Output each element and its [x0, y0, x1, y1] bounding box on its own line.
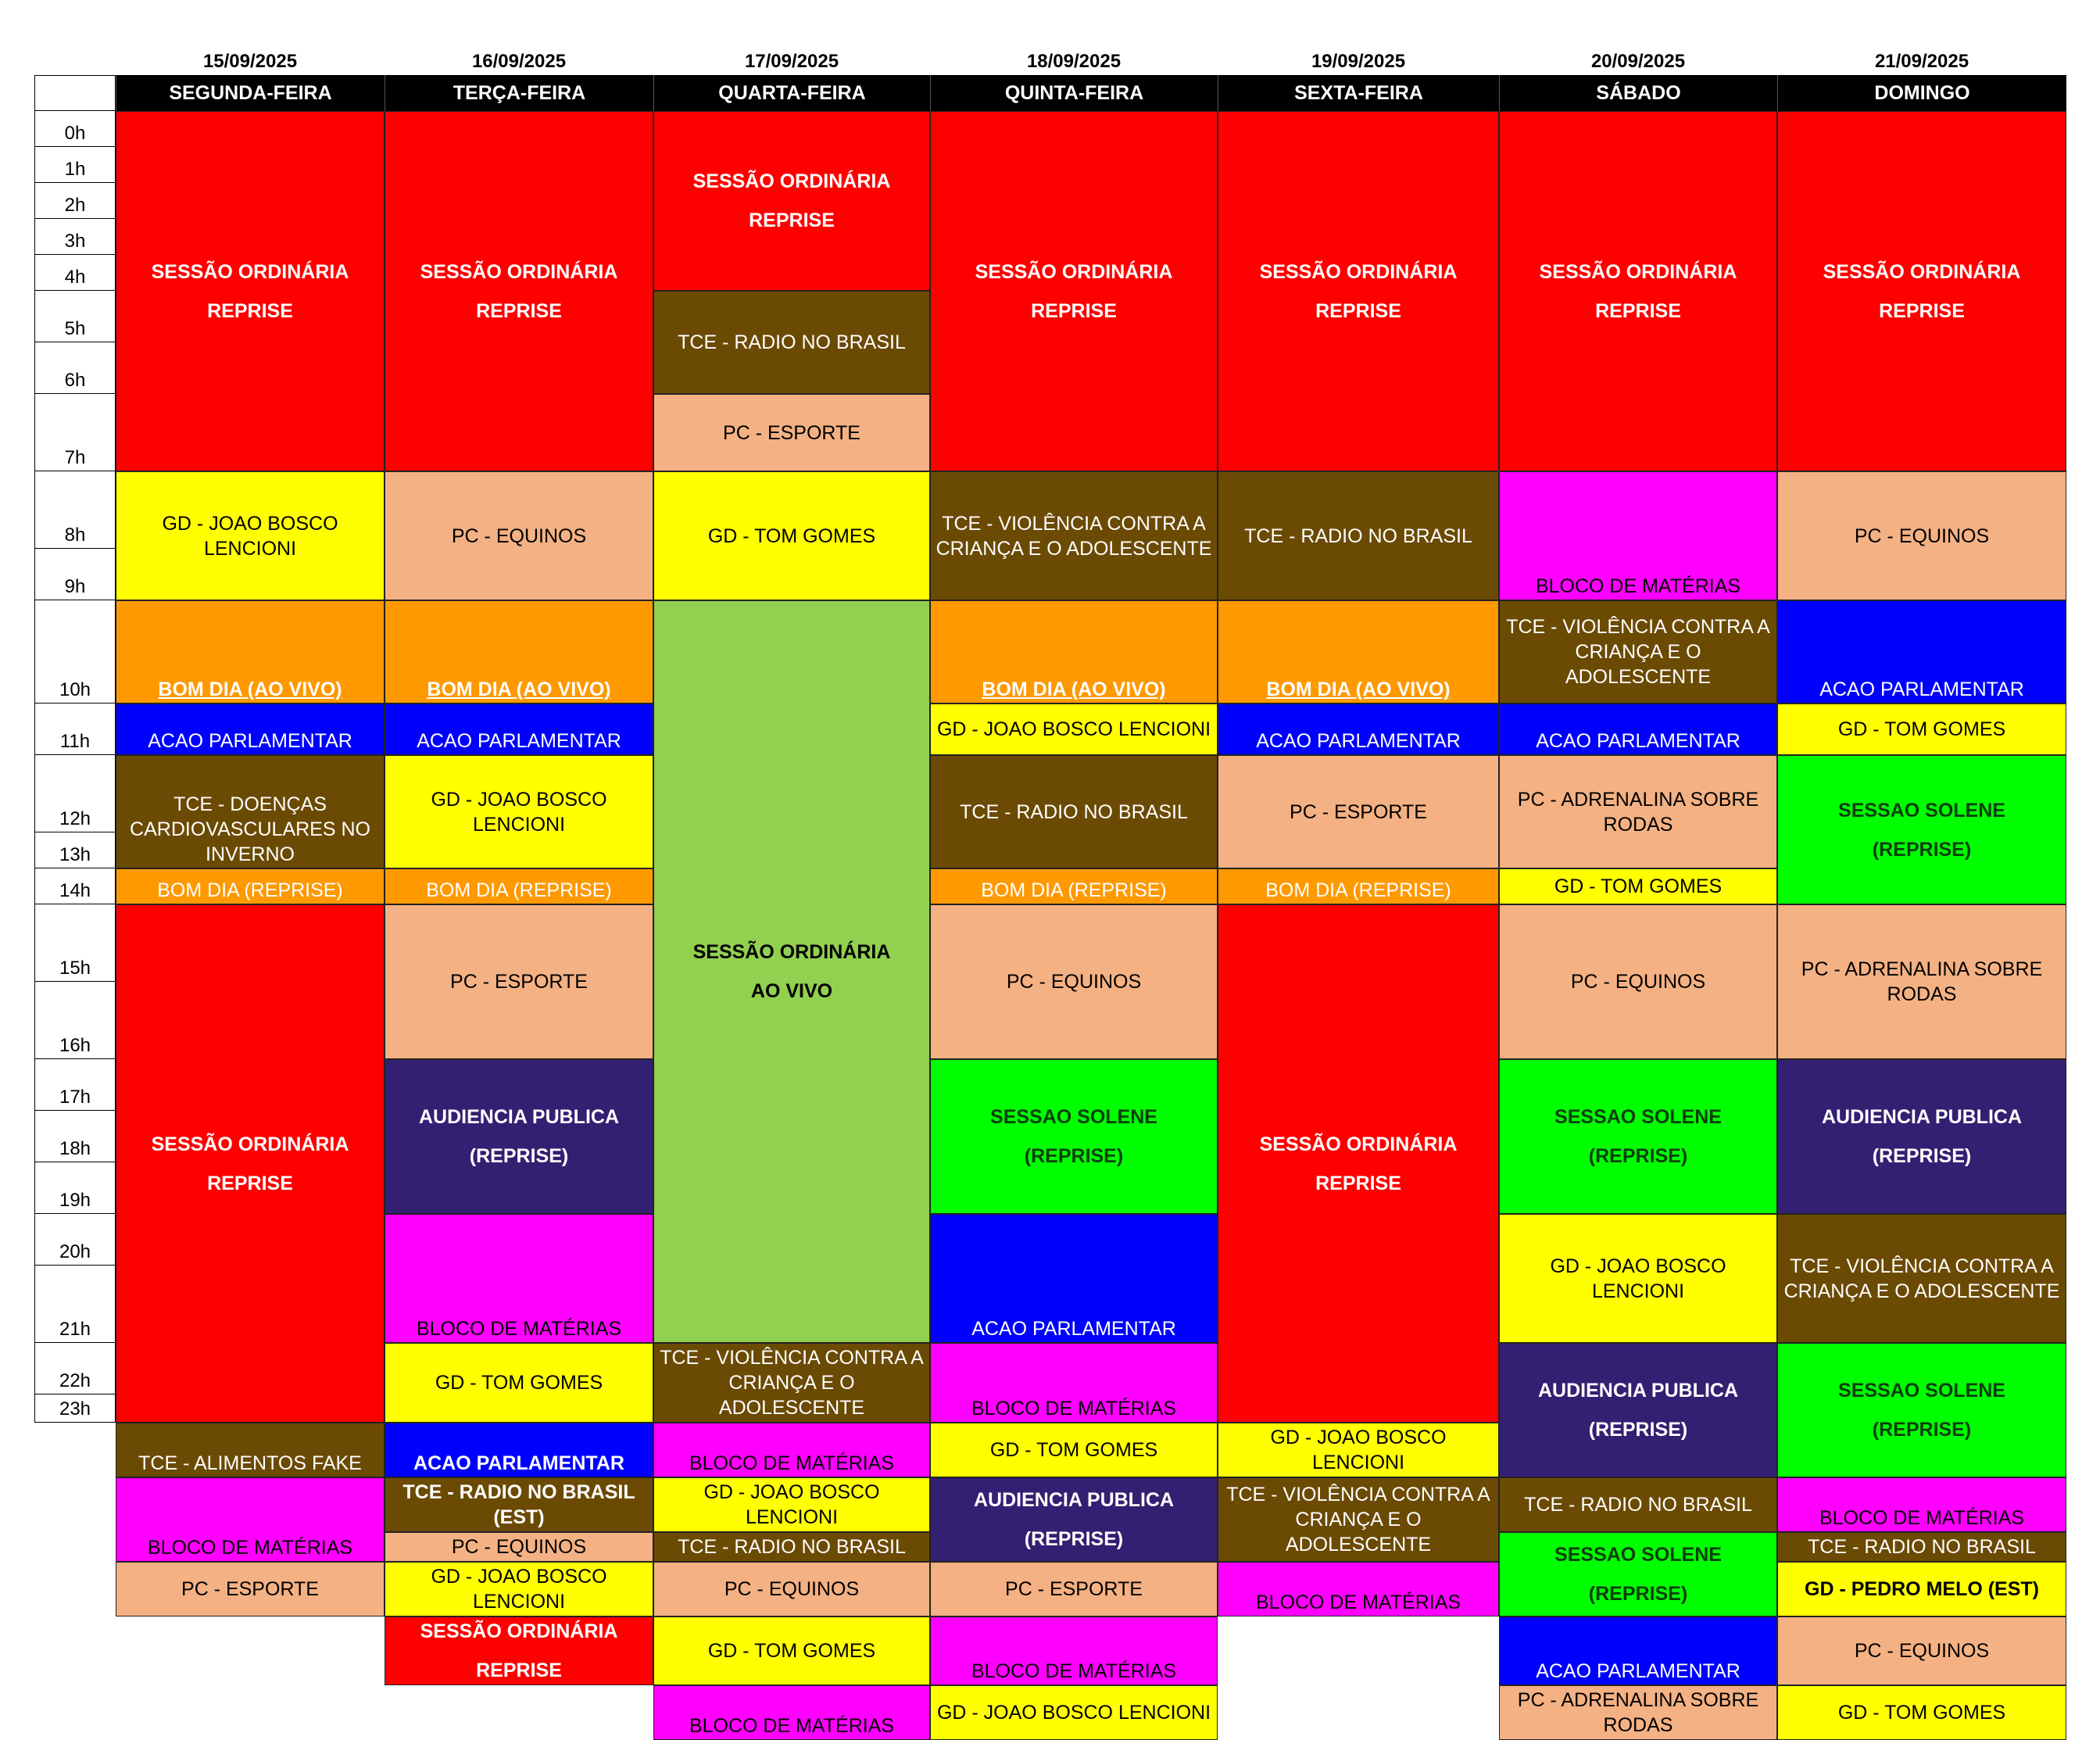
- program-block: [1218, 111, 1499, 471]
- program-block: [653, 1343, 930, 1423]
- program-title-line: SESSÃO ORDINÁRIA: [1259, 260, 1458, 283]
- program-title: BLOCO DE MATÉRIAS: [689, 1715, 895, 1737]
- hour-label: 9h: [34, 549, 116, 600]
- program-title: ACAO PARLAMENTAR: [148, 730, 352, 752]
- program-block: [116, 1562, 385, 1616]
- program-title: BLOCO DE MATÉRIAS: [1255, 1591, 1461, 1613]
- program-title-line: (REPRISE): [1024, 1145, 1124, 1167]
- program-block: [1218, 868, 1499, 904]
- program-title: GD - JOAO BOSCO LENCIONI: [936, 1702, 1211, 1724]
- program-block: [930, 868, 1218, 904]
- program-block: [1499, 111, 1777, 471]
- program-block: [385, 1423, 653, 1477]
- program-block: [653, 291, 930, 394]
- program-title: BLOCO DE MATÉRIAS: [971, 1660, 1177, 1682]
- program-title: GD - JOAO BOSCO LENCIONI: [162, 512, 338, 560]
- hour-label: 19h: [34, 1162, 116, 1214]
- program-block: [1218, 1562, 1499, 1616]
- program-title: GD - TOM GOMES: [707, 525, 876, 547]
- hour-label: 0h: [34, 111, 116, 147]
- program-title: ACAO PARLAMENTAR: [413, 1452, 624, 1474]
- program-title-line: SESSÃO ORDINÁRIA: [692, 170, 891, 192]
- program-title: BOM DIA (REPRISE): [426, 879, 612, 901]
- program-block: [930, 1059, 1218, 1214]
- program-block: [1499, 1477, 1777, 1532]
- program-title-line: SESSAO SOLENE: [1554, 1106, 1722, 1128]
- program-block: [116, 868, 385, 904]
- program-block: [1777, 1616, 2066, 1685]
- program-title: GD - TOM GOMES: [1554, 875, 1723, 897]
- program-title: GD - PEDRO MELO (EST): [1805, 1578, 2039, 1600]
- program-title: ACAO PARLAMENTAR: [971, 1318, 1176, 1340]
- hour-label: 13h: [34, 832, 116, 868]
- program-title-line: (REPRISE): [1588, 1583, 1688, 1605]
- program-block: [385, 471, 653, 600]
- program-block: [653, 1477, 930, 1532]
- program-block: [1499, 1343, 1777, 1477]
- program-title: TCE - VIOLÊNCIA CONTRA A CRIANÇA E O ADOLESCENTE: [660, 1347, 924, 1419]
- corner-cell: [34, 75, 116, 111]
- program-title-line: REPRISE: [1315, 1172, 1401, 1194]
- program-title: PC - ESPORTE: [181, 1578, 319, 1600]
- program-title: PC - ADRENALINA SOBRE RODAS: [1517, 788, 1759, 836]
- program-title-line: REPRISE: [207, 299, 293, 322]
- program-block: [1777, 471, 2066, 600]
- program-title: TCE - VIOLÊNCIA CONTRA A CRIANÇA E O ADOLESCENTE: [1783, 1255, 2060, 1302]
- program-title-line: SESSÃO ORDINÁRIA: [1259, 1133, 1458, 1155]
- program-title-line: REPRISE: [476, 299, 562, 322]
- program-title: BLOCO DE MATÉRIAS: [971, 1398, 1177, 1420]
- program-title: BOM DIA (REPRISE): [981, 879, 1167, 901]
- hour-label: 15h: [34, 904, 116, 982]
- program-block: [653, 1562, 930, 1616]
- program-block: [1777, 1477, 2066, 1532]
- program-title: TCE - DOENÇAS CARDIOVASCULARES NO INVERNO: [130, 793, 370, 865]
- program-title: GD - JOAO BOSCO LENCIONI: [1550, 1255, 1726, 1302]
- program-title-line: AO VIVO: [750, 980, 833, 1002]
- program-title: TCE - VIOLÊNCIA CONTRA A CRIANÇA E O ADOLESCENTE: [1226, 1484, 1490, 1556]
- program-block: [385, 1214, 653, 1343]
- program-block: [1218, 755, 1499, 868]
- program-block: [653, 111, 930, 291]
- program-block: [1777, 1343, 2066, 1477]
- program-title: BOM DIA (AO VIVO): [1266, 678, 1451, 700]
- hour-label: 10h: [34, 600, 116, 704]
- program-block: [1499, 704, 1777, 755]
- hour-label: 8h: [34, 471, 116, 549]
- program-block: [930, 904, 1218, 1059]
- program-title-line: SESSÃO ORDINÁRIA: [975, 260, 1173, 283]
- program-title: BOM DIA (AO VIVO): [158, 678, 342, 700]
- program-title-line: REPRISE: [207, 1172, 293, 1194]
- program-title: BLOCO DE MATÉRIAS: [147, 1537, 353, 1559]
- day-name: SÁBADO: [1499, 75, 1777, 111]
- day-name: SEGUNDA-FEIRA: [116, 75, 385, 111]
- program-block: [930, 1616, 1218, 1685]
- program-title-line: SESSÃO ORDINÁRIA: [692, 941, 891, 963]
- program-block: [930, 755, 1218, 868]
- program-title: ACAO PARLAMENTAR: [1536, 730, 1740, 752]
- program-title: ACAO PARLAMENTAR: [417, 730, 621, 752]
- program-block: [930, 704, 1218, 755]
- program-title-line: SESSAO SOLENE: [1554, 1544, 1722, 1566]
- hour-label: 1h: [34, 147, 116, 183]
- hour-label: 21h: [34, 1266, 116, 1343]
- program-title-line: REPRISE: [476, 1659, 562, 1681]
- hour-label: 23h: [34, 1395, 116, 1423]
- hour-label: 2h: [34, 183, 116, 219]
- program-block: [116, 1423, 385, 1477]
- program-title-line: AUDIENCIA PUBLICA: [973, 1489, 1175, 1511]
- program-block: [1218, 1477, 1499, 1562]
- day-date: 17/09/2025: [744, 51, 839, 72]
- program-title-line: SESSAO SOLENE: [1838, 1380, 2005, 1402]
- program-block: [653, 1532, 930, 1562]
- program-title-line: REPRISE: [1031, 299, 1117, 322]
- program-block: [1218, 600, 1499, 704]
- program-title-line: SESSAO SOLENE: [990, 1106, 1157, 1128]
- program-title: PC - EQUINOS: [451, 1536, 587, 1558]
- program-block: [1777, 1562, 2066, 1616]
- hour-label: 6h: [34, 342, 116, 394]
- program-block: [385, 600, 653, 704]
- program-title-line: SESSÃO ORDINÁRIA: [151, 1133, 349, 1155]
- program-title: TCE - RADIO NO BRASIL: [1244, 525, 1472, 547]
- program-block: [385, 755, 653, 868]
- program-block: [1777, 755, 2066, 904]
- program-title-line: REPRISE: [749, 209, 835, 231]
- program-block: [385, 1532, 653, 1562]
- day-name: TERÇA-FEIRA: [385, 75, 653, 111]
- program-block: [1777, 1214, 2066, 1343]
- program-block: [930, 1477, 1218, 1562]
- program-block: [930, 600, 1218, 704]
- program-block: [385, 704, 653, 755]
- program-block: [930, 1562, 1218, 1616]
- hour-label: 20h: [34, 1214, 116, 1266]
- program-title: GD - JOAO BOSCO LENCIONI: [431, 1566, 607, 1613]
- program-title-line: (REPRISE): [1024, 1528, 1124, 1550]
- program-block: [1218, 704, 1499, 755]
- hour-label: 5h: [34, 291, 116, 342]
- program-title: ACAO PARLAMENTAR: [1536, 1660, 1740, 1682]
- hour-label: 12h: [34, 755, 116, 832]
- hour-label: 16h: [34, 982, 116, 1059]
- program-title-line: (REPRISE): [1872, 838, 1972, 861]
- schedule-grid: [34, 48, 2066, 1737]
- program-block: [385, 904, 653, 1059]
- program-title: PC - EQUINOS: [1570, 971, 1706, 993]
- program-block: [385, 1616, 653, 1685]
- day-date: 18/09/2025: [1026, 51, 1122, 72]
- program-block: [930, 1423, 1218, 1477]
- program-title: BLOCO DE MATÉRIAS: [1535, 575, 1741, 597]
- program-title-line: (REPRISE): [1588, 1145, 1688, 1167]
- day-name: DOMINGO: [1777, 75, 2066, 111]
- program-block: [1499, 600, 1777, 704]
- program-title: BOM DIA (AO VIVO): [427, 678, 611, 700]
- program-title-line: AUDIENCIA PUBLICA: [1821, 1106, 2023, 1128]
- program-title-line: SESSÃO ORDINÁRIA: [1539, 260, 1737, 283]
- program-title-line: REPRISE: [1879, 299, 1965, 322]
- day-name: QUARTA-FEIRA: [653, 75, 930, 111]
- day-name: QUINTA-FEIRA: [930, 75, 1218, 111]
- program-title: GD - TOM GOMES: [1837, 718, 2006, 740]
- program-title: TCE - VIOLÊNCIA CONTRA A CRIANÇA E O ADOLESCENTE: [936, 512, 1212, 560]
- program-title-line: SESSÃO ORDINÁRIA: [1823, 260, 2021, 283]
- program-title: TCE - RADIO NO BRASIL (EST): [402, 1481, 635, 1528]
- hour-label: 7h: [34, 394, 116, 471]
- program-title: GD - TOM GOMES: [707, 1640, 876, 1662]
- program-title-line: SESSÃO ORDINÁRIA: [151, 260, 349, 283]
- program-block: [385, 1562, 653, 1616]
- program-block: [1499, 1214, 1777, 1343]
- program-block: [1777, 704, 2066, 755]
- program-block: [653, 1423, 930, 1477]
- program-block: [1777, 1059, 2066, 1214]
- program-block: [385, 1477, 653, 1532]
- day-date: 20/09/2025: [1590, 51, 1686, 72]
- day-date: 15/09/2025: [202, 51, 298, 72]
- program-title-line: (REPRISE): [469, 1145, 569, 1167]
- hour-label: 11h: [34, 704, 116, 755]
- program-block: [653, 600, 930, 1343]
- hour-label: 4h: [34, 255, 116, 291]
- program-block: [930, 111, 1218, 471]
- program-block: [116, 704, 385, 755]
- program-block: [1499, 1685, 1777, 1740]
- program-block: [1499, 1532, 1777, 1616]
- program-block: [930, 471, 1218, 600]
- program-title: TCE - ALIMENTOS FAKE: [138, 1452, 362, 1474]
- day-date: 19/09/2025: [1311, 51, 1406, 72]
- program-title-line: REPRISE: [1315, 299, 1401, 322]
- program-title-line: (REPRISE): [1872, 1145, 1972, 1167]
- program-block: [653, 394, 930, 471]
- program-block: [385, 1343, 653, 1423]
- hour-label: 17h: [34, 1059, 116, 1111]
- program-block: [116, 600, 385, 704]
- program-block: [653, 471, 930, 600]
- program-title: BOM DIA (AO VIVO): [982, 678, 1166, 700]
- program-title: TCE - RADIO NO BRASIL: [960, 800, 1188, 823]
- hour-label: 18h: [34, 1111, 116, 1162]
- hour-label: 3h: [34, 219, 116, 255]
- program-block: [1777, 1685, 2066, 1740]
- program-block: [653, 1616, 930, 1685]
- program-title: BOM DIA (REPRISE): [1265, 879, 1451, 901]
- program-title-line: SESSÃO ORDINÁRIA: [420, 260, 618, 283]
- program-title: PC - ADRENALINA SOBRE RODAS: [1517, 1689, 1759, 1736]
- day-name: SEXTA-FEIRA: [1218, 75, 1499, 111]
- program-title: GD - TOM GOMES: [1837, 1702, 2006, 1724]
- program-title: PC - EQUINOS: [451, 525, 587, 547]
- program-title: PC - ESPORTE: [450, 971, 588, 993]
- program-title-line: (REPRISE): [1588, 1419, 1688, 1441]
- program-title: TCE - VIOLÊNCIA CONTRA A CRIANÇA E O ADOLESCENTE: [1506, 616, 1770, 688]
- program-title: PC - EQUINOS: [1854, 525, 1990, 547]
- program-title: TCE - RADIO NO BRASIL: [1524, 1494, 1752, 1516]
- hour-label: 14h: [34, 868, 116, 904]
- program-block: [930, 1685, 1218, 1740]
- program-title-line: AUDIENCIA PUBLICA: [418, 1106, 620, 1128]
- day-date: 21/09/2025: [1874, 51, 1969, 72]
- program-title: GD - JOAO BOSCO LENCIONI: [936, 718, 1211, 740]
- program-title-line: REPRISE: [1595, 299, 1681, 322]
- program-block: [1777, 904, 2066, 1059]
- program-block: [1218, 1423, 1499, 1477]
- program-block: [1499, 868, 1777, 904]
- program-title: PC - ESPORTE: [1290, 800, 1427, 823]
- program-block: [1499, 904, 1777, 1059]
- program-block: [1777, 600, 2066, 704]
- program-title-line: (REPRISE): [1872, 1419, 1972, 1441]
- program-block: [1218, 471, 1499, 600]
- program-title: BLOCO DE MATÉRIAS: [416, 1318, 622, 1340]
- program-block: [116, 755, 385, 868]
- program-title: BLOCO DE MATÉRIAS: [689, 1452, 895, 1474]
- program-block: [1499, 471, 1777, 600]
- program-block: [385, 868, 653, 904]
- program-title: TCE - RADIO NO BRASIL: [678, 1536, 906, 1558]
- program-title: BOM DIA (REPRISE): [157, 879, 343, 901]
- program-title: PC - EQUINOS: [1854, 1640, 1990, 1662]
- program-title: BLOCO DE MATÉRIAS: [1819, 1507, 2025, 1529]
- program-block: [385, 111, 653, 471]
- program-block: [116, 111, 385, 471]
- program-title-line: AUDIENCIA PUBLICA: [1537, 1380, 1739, 1402]
- program-title-line: SESSAO SOLENE: [1838, 799, 2005, 822]
- program-title-line: SESSÃO ORDINÁRIA: [420, 1620, 618, 1642]
- program-block: [385, 1059, 653, 1214]
- hour-label: 22h: [34, 1343, 116, 1395]
- program-title: ACAO PARLAMENTAR: [1256, 730, 1461, 752]
- program-title: PC - ESPORTE: [1005, 1578, 1143, 1600]
- program-title: GD - TOM GOMES: [435, 1372, 603, 1394]
- program-title: GD - JOAO BOSCO LENCIONI: [703, 1481, 880, 1528]
- program-title: ACAO PARLAMENTAR: [1819, 678, 2024, 700]
- program-block: [1777, 1532, 2066, 1562]
- program-title: GD - TOM GOMES: [989, 1439, 1158, 1461]
- day-date: 16/09/2025: [471, 51, 567, 72]
- program-title: GD - JOAO BOSCO LENCIONI: [431, 788, 607, 836]
- program-block: [116, 471, 385, 600]
- program-title: PC - EQUINOS: [724, 1578, 860, 1600]
- program-title: TCE - RADIO NO BRASIL: [678, 331, 906, 353]
- program-block: [653, 1685, 930, 1740]
- program-block: [930, 1214, 1218, 1343]
- program-title: PC - ESPORTE: [723, 421, 860, 444]
- program-block: [1499, 1616, 1777, 1685]
- program-block: [1499, 755, 1777, 868]
- program-block: [116, 1477, 385, 1562]
- program-title: PC - ADRENALINA SOBRE RODAS: [1801, 958, 2043, 1005]
- program-title: PC - EQUINOS: [1006, 971, 1142, 993]
- program-block: [930, 1343, 1218, 1423]
- program-title: TCE - RADIO NO BRASIL: [1808, 1536, 2036, 1558]
- program-block: [1499, 1059, 1777, 1214]
- program-block: [116, 904, 385, 1423]
- program-block: [1777, 111, 2066, 471]
- program-title: GD - JOAO BOSCO LENCIONI: [1270, 1427, 1447, 1473]
- program-block: [1218, 904, 1499, 1423]
